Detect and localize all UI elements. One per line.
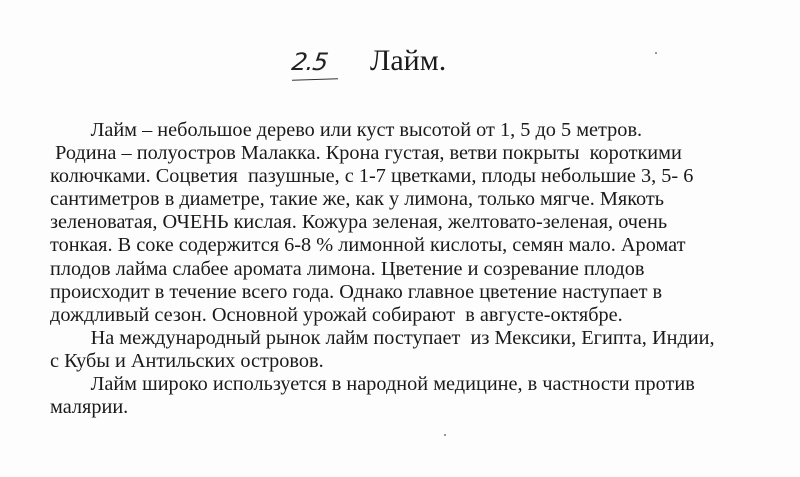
text-line: Лайм – небольшое дерево или куст высотой от 1, 5 до 5 метров.: [50, 119, 643, 141]
section-heading: [0, 38, 800, 88]
text-line: зеленоватая, ОЧЕНЬ кислая. Кожура зеленая, желтовато-зеленая, очень: [50, 211, 668, 234]
page-title: Лайм.: [370, 44, 447, 77]
document-body: [50, 119, 780, 419]
text-line: Родина – полуостров Малакка. Крона густая, ветви покрыты короткими: [50, 142, 682, 165]
text-line: На международный рынок лайм поступает из Мексики, Египта, Индии,: [50, 326, 715, 349]
handwritten-underline: [292, 78, 338, 81]
text-line: малярии.: [50, 396, 129, 419]
scan-speck: [444, 434, 446, 436]
text-line: дождливый сезон. Основной урожай собирают в августе-октябре.: [50, 303, 623, 326]
scan-speck: [655, 52, 657, 54]
text-line: с Кубы и Антильских островов.: [50, 349, 324, 372]
handwritten-section-number: 2.5: [290, 48, 330, 76]
text-line: колючками. Соцветия пазушные, с 1-7 цветками, плоды небольшие 3, 5- 6: [50, 165, 694, 188]
text-line: происходит в течение всего года. Однако главное цветение наступает в: [50, 280, 663, 303]
text-line: Лайм широко используется в народной медицине, в частности против: [50, 373, 695, 396]
text-line: плодов лайма слабее аромата лимона. Цветение и созревание плодов: [50, 257, 645, 280]
text-line: сантиметров в диаметре, такие же, как у лимона, только мягче. Мякоть: [50, 188, 665, 211]
text-line: тонкая. В соке содержится 6-8 % лимонной кислоты, семян мало. Аромат: [50, 234, 686, 257]
